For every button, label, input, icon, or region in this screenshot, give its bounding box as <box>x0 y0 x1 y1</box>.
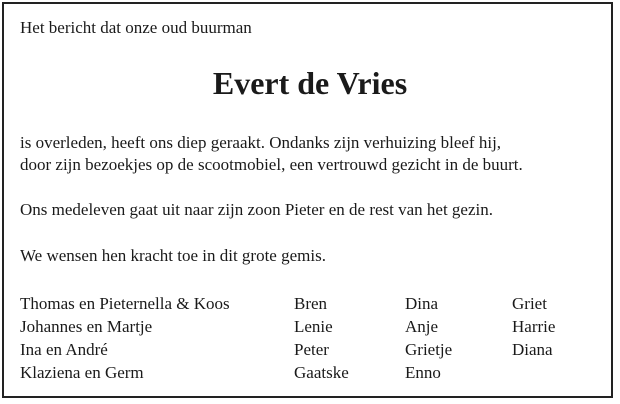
signature-name: Diana <box>512 340 553 359</box>
signature-name: Peter <box>294 340 329 359</box>
signature-name: Harrie <box>512 317 556 336</box>
signature-name: Johannes en Martje <box>20 317 153 336</box>
paragraph-2: Ons medeleven gaat uit naar zijn zoon Pieter en de rest van het gezin. <box>20 200 493 219</box>
deceased-name: Evert de Vries <box>212 65 408 101</box>
signature-name: Enno <box>405 363 441 382</box>
signature-name: Gaatske <box>294 363 349 382</box>
signature-row <box>20 315 592 338</box>
signature-name: Thomas en Pieternella & Koos <box>20 294 230 313</box>
signature-name: Lenie <box>294 317 333 336</box>
paragraph-3: We wensen hen kracht toe in dit grote gemis. <box>20 246 326 265</box>
signature-name: Bren <box>294 294 328 313</box>
signature-row <box>20 338 592 361</box>
paragraph-1-line-2: door zijn bezoekjes op de scootmobiel, een vertrouwd gezicht in de buurt. <box>20 155 523 174</box>
signature-name: Griet <box>512 294 547 313</box>
intro-text: Het bericht dat onze oud buurman <box>20 18 252 37</box>
signatures-block <box>20 292 592 384</box>
signature-name: Klaziena en Germ <box>20 363 144 382</box>
paragraph-1-line-1: is overleden, heeft ons diep geraakt. Ondanks zijn verhuizing bleef hij, <box>20 133 502 152</box>
signature-name: Anje <box>405 317 439 336</box>
signature-row <box>20 361 592 384</box>
signature-name: Grietje <box>405 340 453 359</box>
signature-name <box>512 361 592 384</box>
signature-name: Ina en André <box>20 340 108 359</box>
signature-row <box>20 292 592 315</box>
signature-name: Dina <box>405 294 439 313</box>
